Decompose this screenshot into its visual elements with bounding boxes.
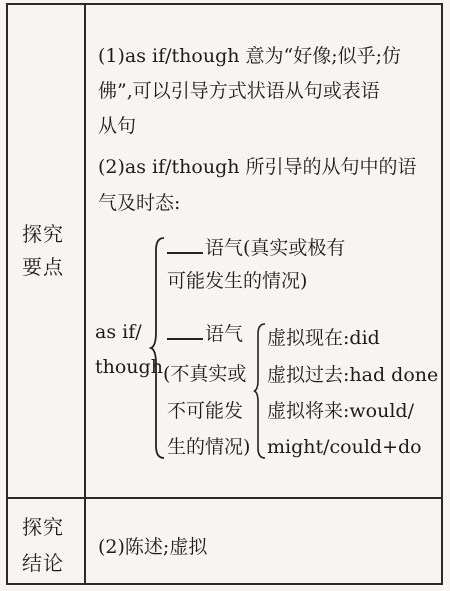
row2-label-line1: 探究 xyxy=(22,515,64,539)
table-row-divider xyxy=(6,497,443,499)
para1-line2: 佛”,可以引导方式状语从句或表语 xyxy=(98,80,380,102)
row2-label-line2: 结论 xyxy=(22,551,64,575)
branch2-line4: 生的情况) xyxy=(167,436,251,458)
tree-root-line1: as if/ xyxy=(95,321,142,343)
para1-line1: (1)as if/though 意为“好像;似乎;仿 xyxy=(98,45,402,67)
fill-blank-1 xyxy=(167,236,203,254)
tree-root-line2: though xyxy=(95,356,163,378)
row1-label-line2: 要点 xyxy=(22,255,64,279)
branch2-line1-text: 语气 xyxy=(205,323,244,345)
fill-blank-2 xyxy=(167,322,203,340)
main-brace-icon xyxy=(150,236,166,460)
row2-content: (2)陈述;虚拟 xyxy=(98,536,208,558)
leaf-future-cont: might/could+do xyxy=(267,436,422,458)
leaf-past: 虚拟过去:had done xyxy=(267,364,439,386)
para2-line2: 气及时态: xyxy=(98,192,181,214)
leaf-future: 虚拟将来:would/ xyxy=(267,400,414,422)
branch1-line2: 可能发生的情况) xyxy=(167,270,308,292)
sub-brace-icon xyxy=(253,322,267,460)
leaf-present: 虚拟现在:did xyxy=(267,327,380,349)
row1-label-line1: 探究 xyxy=(22,222,64,246)
branch2-line3: 不可能发 xyxy=(167,400,244,422)
para2-line1: (2)as if/though 所引导的从句中的语 xyxy=(98,156,417,178)
branch2-line1 xyxy=(167,322,243,345)
branch1-line1 xyxy=(167,236,345,259)
branch2-line2: (不真实或 xyxy=(163,363,247,385)
para1-line3: 从句 xyxy=(98,115,137,137)
branch1-line1-text: 语气(真实或极有 xyxy=(205,237,346,259)
